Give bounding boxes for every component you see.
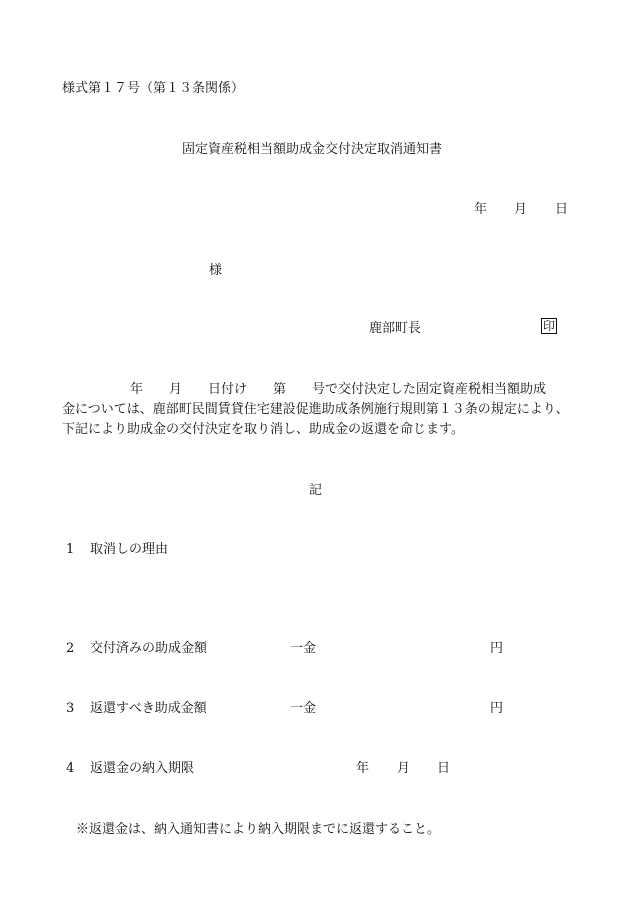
deadline-year-label: 年: [356, 761, 370, 776]
amount-unit: 円: [490, 701, 504, 716]
item-label: 返還金の納入期限: [90, 761, 195, 776]
amount-unit: 円: [490, 641, 504, 656]
form-number: 様式第１７号（第１３条関係）: [62, 81, 245, 96]
sender-name: 鹿部町長: [369, 321, 422, 336]
item-number: 2: [66, 641, 75, 656]
seal-text: 印: [543, 319, 556, 333]
date-month-label: 月: [514, 202, 528, 217]
date-day-label: 日: [555, 202, 569, 217]
document-title: 固定資産税相当額助成金交付決定取消通知書: [182, 142, 443, 157]
item-label: 取消しの理由: [90, 542, 169, 557]
body-paragraph: [62, 380, 582, 440]
ki-heading: 記: [309, 483, 323, 498]
amount-prefix: 一金: [290, 701, 317, 716]
item-number: 4: [66, 761, 75, 776]
body-line: 年 月 日付け 第 号で交付決定した固定資産税相当額助成: [130, 382, 547, 397]
amount-prefix: 一金: [290, 641, 317, 656]
item-number: 1: [66, 542, 75, 557]
body-line: 金については、鹿部町民間賃貸住宅建設促進助成条例施行規則第１３条の規定により、: [62, 402, 569, 417]
item-label: 交付済みの助成金額: [90, 641, 208, 656]
item-number: 3: [66, 701, 75, 716]
date-year-label: 年: [474, 202, 488, 217]
deadline-day-label: 日: [437, 761, 451, 776]
note-text: ※返還金は、納入通知書により納入期限までに返還すること。: [76, 822, 441, 837]
item-label: 返還すべき助成金額: [90, 701, 207, 716]
seal-mark: [541, 318, 557, 334]
addressee-suffix: 様: [209, 263, 223, 278]
deadline-month-label: 月: [397, 761, 411, 776]
body-line: 下記により助成金の交付決定を取り消し、助成金の返還を命じます。: [62, 422, 464, 437]
